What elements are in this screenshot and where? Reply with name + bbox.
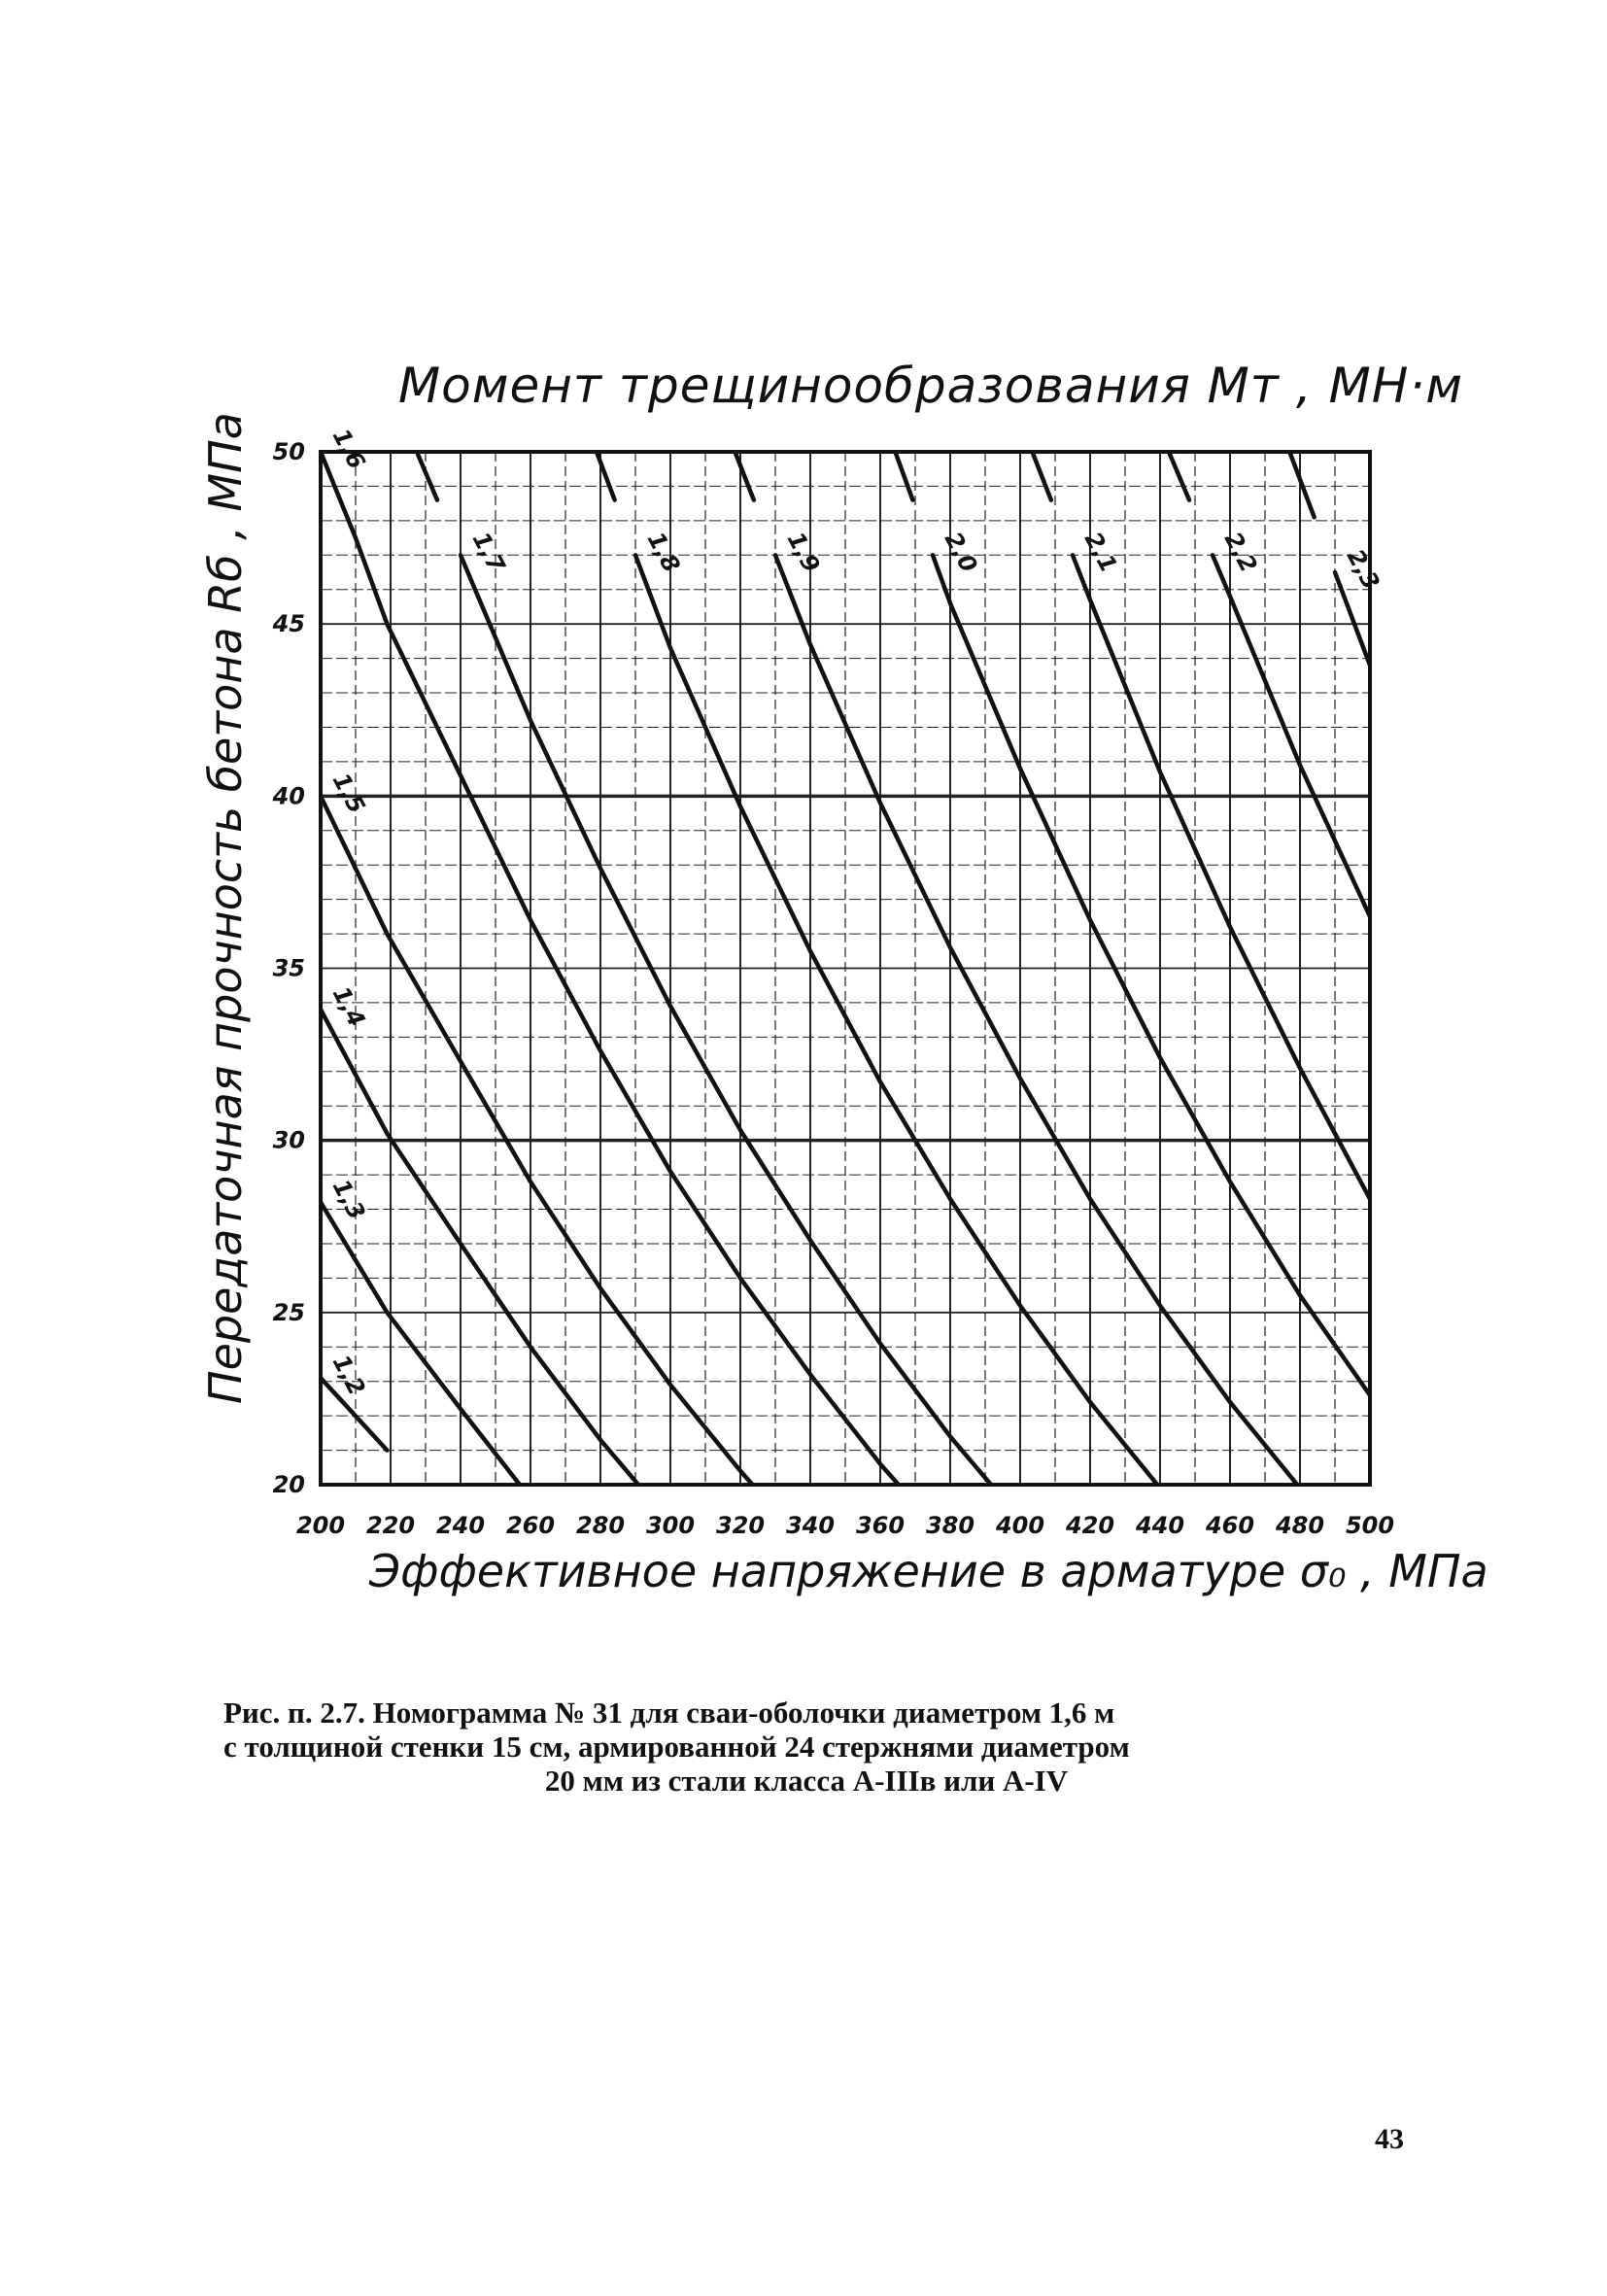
chart-title: Момент трещинообразования Mт , МН·м: [398, 358, 1463, 414]
series-line-2-2: [1213, 555, 1370, 916]
figure-caption: [223, 1696, 1389, 1798]
x-tick-label: 420: [1065, 1512, 1115, 1539]
series-stub: [895, 452, 912, 500]
x-axis-label: Эффективное напряжение в арматуре σ₀ , МПа: [369, 1545, 1488, 1597]
curve-label: 1,8: [641, 527, 686, 577]
x-tick-label: 440: [1135, 1512, 1185, 1539]
y-tick-label: 35: [272, 954, 305, 982]
caption-line-2: с толщиной стенки 15 см, армированной 24 стержнями диаметром: [223, 1730, 1130, 1764]
series-stub: [1289, 452, 1314, 517]
x-tick-label: 500: [1345, 1512, 1395, 1539]
curve-label: 2,1: [1078, 527, 1123, 577]
x-tick-label: 280: [575, 1512, 626, 1539]
x-tick-label: 260: [505, 1512, 556, 1539]
series-stub: [1169, 452, 1189, 500]
curve-label: 1,4: [326, 981, 371, 1032]
x-tick-label: 340: [785, 1512, 836, 1539]
x-tick-labels: [296, 1512, 1394, 1539]
x-tick-label: 320: [715, 1512, 766, 1539]
curve-label: 2,2: [1218, 527, 1263, 577]
x-tick-label: 240: [435, 1512, 486, 1539]
curve-label: 1,2: [326, 1350, 371, 1400]
x-tick-label: 480: [1275, 1512, 1325, 1539]
series-line-2-1: [1073, 555, 1370, 1199]
curve-label: 2,3: [1341, 544, 1385, 595]
x-tick-label: 360: [855, 1512, 906, 1539]
y-axis-label: Передаточная прочность бетона Rб , МПа: [199, 412, 252, 1404]
y-tick-label: 20: [272, 1471, 305, 1498]
y-tick-label: 30: [272, 1126, 305, 1154]
x-tick-label: 460: [1205, 1512, 1255, 1539]
x-tick-label: 400: [995, 1512, 1045, 1539]
series-stub: [1032, 452, 1050, 500]
x-tick-label: 220: [365, 1512, 416, 1539]
curve-label: 1,5: [326, 769, 371, 818]
x-tick-label: 200: [295, 1512, 346, 1539]
series-stub: [735, 452, 753, 500]
series-stub: [417, 452, 437, 500]
curve-label: 1,6: [326, 424, 371, 474]
x-tick-label: 380: [925, 1512, 975, 1539]
curve-label: 1,7: [466, 527, 511, 577]
curve-label: 1,3: [326, 1175, 371, 1224]
curve-label: 2,0: [939, 527, 983, 577]
page-number: 43: [1375, 2123, 1404, 2155]
y-tick-label: 45: [272, 610, 305, 638]
y-tick-label: 40: [272, 782, 305, 810]
curve-label: 1,9: [781, 527, 826, 577]
caption-line-1: Рис. п. 2.7. Номограмма № 31 для сваи-оболочки диаметром 1,6 м: [223, 1696, 1115, 1730]
curve-labels: [327, 425, 1385, 1400]
y-tick-label: 25: [272, 1298, 305, 1326]
y-tick-label: 50: [272, 438, 305, 465]
x-tick-label: 300: [645, 1512, 696, 1539]
series-stub: [597, 452, 615, 500]
y-tick-labels: [272, 438, 305, 1498]
caption-line-3: 20 мм из стали класса А-IIIв или А-IV: [544, 1764, 1069, 1798]
